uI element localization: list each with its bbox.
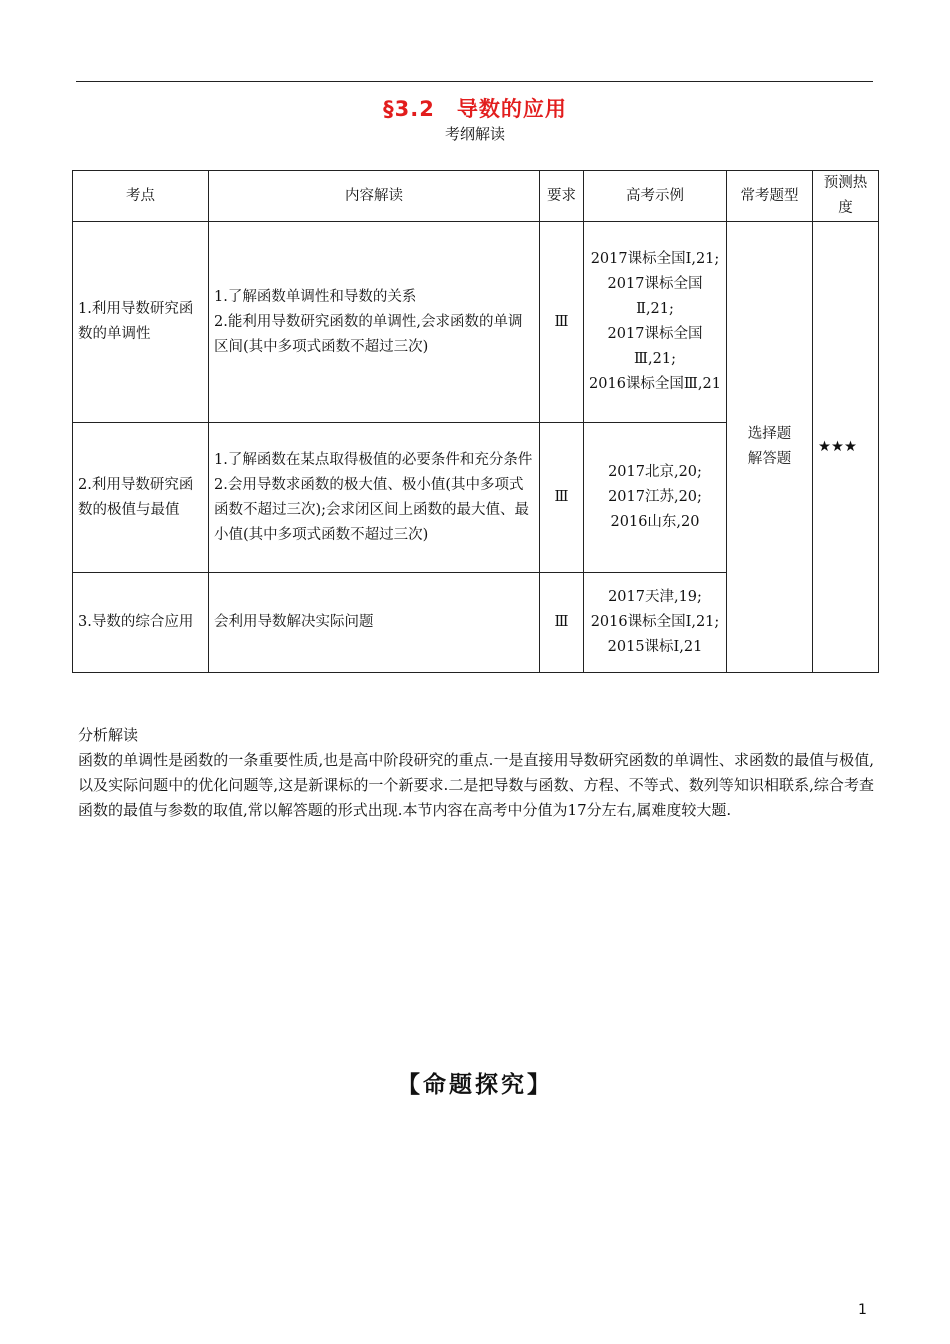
content-cell [209, 222, 540, 423]
content-line: 会利用导数解决实际问题 [214, 614, 374, 630]
header-cell-heat: 预测热度 [813, 171, 879, 222]
example-line: 2016山东,20 [610, 514, 700, 530]
question-type-line: 解答题 [747, 451, 792, 467]
header-rule [76, 81, 873, 82]
analysis-body: 函数的单调性是函数的一条重要性质,也是高中阶段研究的重点.一是直接用导数研究函数的单调性、求函数的最值与极值,以及实际问题中的优化问题等,这是新课标的一个新要求.二是把导数与函数、方程、不等式、数列等知识相联系,综合考查函数的最值与参数的取值,常以解答题的形式出现.本节内容在高考中分值为17分左右,属难度较大题. [78, 751, 874, 819]
content-line: 1.了解函数单调性和导数的关系 [214, 288, 417, 305]
example-line: 2017课标全国Ⅱ,21; [607, 276, 703, 317]
header-cell-requirement: 要求 [540, 171, 584, 222]
example-line: 2017北京,20; [608, 464, 702, 480]
header-cell-point: 考点 [73, 171, 209, 222]
content-cell [209, 573, 540, 673]
question-type-cell [727, 222, 813, 673]
heat-stars: ★★★ [813, 222, 879, 673]
example-line: 2016课标全国Ⅰ,21; [590, 614, 720, 630]
point-cell: 1.利用导数研究函数的单调性 [73, 222, 209, 423]
point-cell: 3.导数的综合应用 [73, 573, 209, 673]
page-subtitle: 考纲解读 [444, 125, 505, 143]
content-cell [209, 423, 540, 573]
requirement-cell: Ⅲ [540, 573, 584, 673]
examples-cell [584, 423, 727, 573]
examples-cell [584, 222, 727, 423]
requirement-cell: Ⅲ [540, 222, 584, 423]
analysis-block [78, 723, 874, 823]
header-cell-question-type: 常考题型 [727, 171, 813, 222]
section-banner: 【命题探究】 [397, 1072, 553, 1098]
header-cell-content: 内容解读 [209, 171, 540, 222]
header-cell-examples: 高考示例 [584, 171, 727, 222]
table-row [73, 222, 879, 423]
example-line: 2017江苏,20; [608, 489, 702, 505]
syllabus-table [72, 170, 879, 673]
point-cell: 2.利用导数研究函数的极值与最值 [73, 423, 209, 573]
content-line: 2.会用导数求函数的极大值、极小值(其中多项式函数不超过三次);会求闭区间上函数的最大值、最小值(其中多项式函数不超过三次) [214, 476, 530, 543]
analysis-heading: 分析解读 [78, 726, 139, 744]
example-line: 2015课标Ⅰ,21 [607, 639, 703, 655]
content-line: 1.了解函数在某点取得极值的必要条件和充分条件 [214, 451, 533, 468]
examples-cell [584, 573, 727, 673]
question-type-line: 选择题 [747, 426, 792, 442]
table-header-row [73, 171, 879, 222]
example-line: 2017课标全国Ⅲ,21; [607, 326, 703, 367]
example-line: 2017课标全国Ⅰ,21; [590, 251, 720, 267]
page-title: §3.2 导数的应用 [383, 97, 567, 121]
requirement-cell: Ⅲ [540, 423, 584, 573]
example-line: 2017天津,19; [608, 589, 702, 605]
page-number: 1 [858, 1302, 867, 1318]
content-line: 2.能利用导数研究函数的单调性,会求函数的单调区间(其中多项式函数不超过三次) [214, 313, 523, 355]
example-line: 2016课标全国Ⅲ,21 [589, 376, 721, 392]
